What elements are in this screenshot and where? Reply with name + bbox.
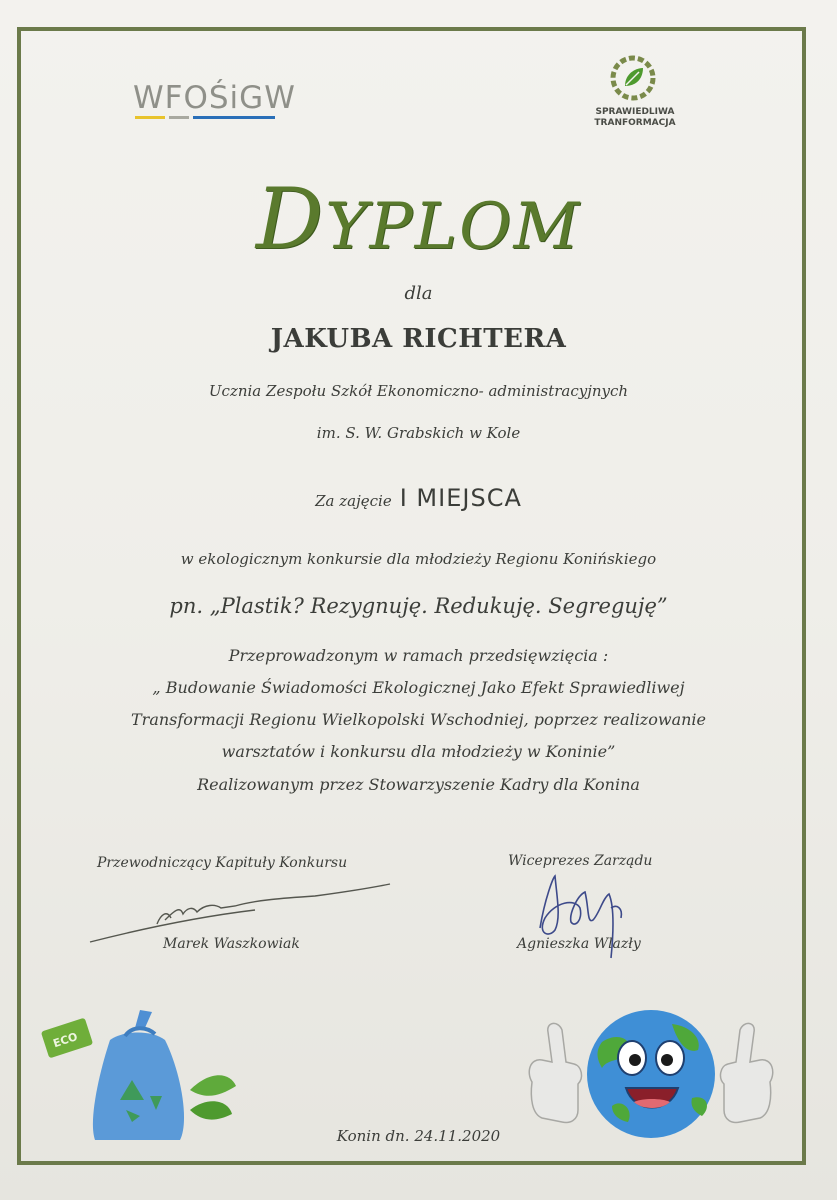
- left-signatory-title: Przewodniczący Kapituły Konkursu: [97, 855, 348, 871]
- right-signature-icon: [525, 868, 645, 978]
- wfosigw-logo: WFOŚiGW: [133, 80, 296, 116]
- realized-by: Realizowanym przez Stowarzyszenie Kadry dla Konina: [197, 775, 640, 794]
- award-place: I MIEJSCA: [399, 484, 522, 512]
- eco-label: [44, 1024, 90, 1050]
- diploma-title: [0, 170, 837, 268]
- for-label: dla: [404, 283, 433, 304]
- organized-label: Przeprowadzonym w ramach przedsięwzięcia :: [228, 646, 609, 665]
- left-signatory-name: Marek Waszkowiak: [163, 936, 300, 952]
- project-line-2: Transformacji Regionu Wielkopolski Wschodniej, poprzez realizowanie: [131, 710, 706, 729]
- gear-leaf-logo-icon: [607, 52, 659, 104]
- contest-line: w ekologicznym konkursie dla młodzieży Regionu Konińskiego: [180, 550, 657, 568]
- right-signatory-title: Wiceprezes Zarządu: [508, 853, 653, 869]
- issue-date: Konin dn. 24.11.2020: [336, 1127, 501, 1145]
- school-line-2: im. S. W. Grabskich w Kole: [316, 424, 521, 442]
- wfosigw-logo-stripes: [135, 116, 275, 120]
- logo-text-line1: SPRAWIEDLIWA: [595, 107, 675, 117]
- project-line-3: warsztatów i konkursu dla młodzieży w Koninie”: [221, 742, 616, 761]
- svg-text:ECO: ECO: [51, 1030, 80, 1050]
- contest-name: pn. „Plastik? Rezygnuję. Redukuję. Segreguję”: [169, 594, 668, 618]
- school-line-1: Ucznia Zespołu Szkół Ekonomiczno- administracyjnych: [208, 382, 629, 400]
- gear-leaf-logo-text: [580, 107, 690, 129]
- logo-text-line2: TRANFORMACJA: [594, 118, 676, 128]
- project-line-1: „ Budowanie Świadomości Ekologicznej Jako Efekt Sprawiedliwej: [152, 678, 685, 697]
- title-rest: YPLOM: [325, 190, 582, 264]
- award-prefix: Za zajęcie: [315, 492, 392, 510]
- recipient-name: JAKUBA RICHTERA: [270, 324, 567, 354]
- smiling-globe-icon: [522, 1002, 780, 1142]
- award-line: [0, 484, 837, 512]
- title-initial: D: [255, 170, 326, 268]
- right-signatory-name: Agnieszka Wlazły: [517, 936, 641, 952]
